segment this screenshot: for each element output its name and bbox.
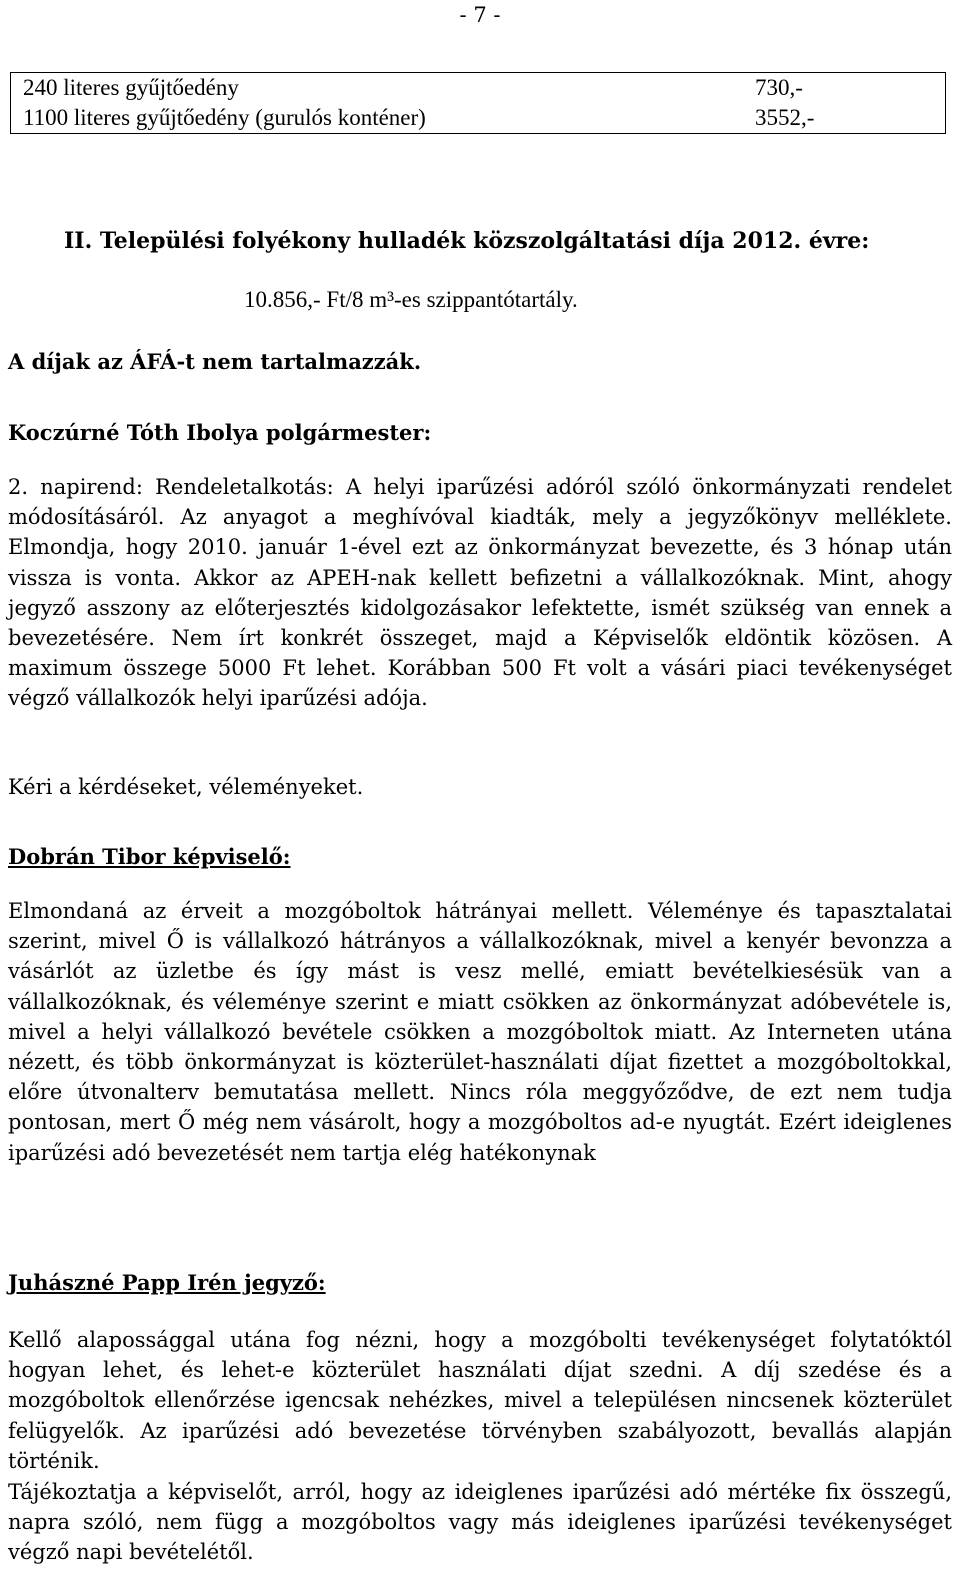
paragraph-notary-2: Tájékoztatja a képviselőt, arról, hogy az ideiglenes iparűzési adó mértéke fix összegű, napra szóló, nem függ a mozgóboltos vagy más ideiglenes iparűzési tevékenységet végző napi bevételétől. (8, 1480, 952, 1565)
table-row (11, 73, 946, 104)
fee-price: 730,- (755, 75, 803, 100)
fee-label: 1100 literes gyűjtőedény (gurulós konténer) (23, 105, 426, 131)
speaker-notary: Juhászné Papp Irén jegyző: (8, 1270, 326, 1295)
section-ii-title: II. Települési folyékony hulladék közszolgáltatási díja 2012. évre: (64, 228, 870, 254)
fee-label: 240 literes gyűjtőedény (23, 75, 239, 100)
paragraph-request: Kéri a kérdéseket, véleményeket. (8, 775, 364, 799)
fee-price: 3552,- (755, 105, 815, 131)
speaker-mayor: Koczúrné Tóth Ibolya polgármester: (8, 420, 432, 445)
fee-table (10, 72, 946, 134)
table-row (11, 103, 946, 134)
speaker-representative: Dobrán Tibor képviselő: (8, 844, 291, 869)
paragraph-notary-1: Kellő alapossággal utána fog nézni, hogy a mozgóbolti tevékenységet folytatóktól hogyan lehet, és lehet-e közterület használati díjat szedni. A díj szedése és a mozgóboltok ellenőrzése igencsak nehézkes, mivel a településen nincsenek közterület felügyelők. Az iparűzési adó bevezetése törvényben szabályozott, bevallás alapján történik. (8, 1328, 952, 1473)
liquid-fee: 10.856,- Ft/8 m³-es szippantótartály. (244, 287, 578, 312)
paragraph-agenda: 2. napirend: Rendeletalkotás: A helyi iparűzési adóról szóló önkormányzati rendelet módosításáról. Az anyagot a meghívóval kiadták, mely a jegyzőkönyv melléklete. Elmondja, hogy 2010. január 1-ével ezt az önkormányzat bevezette, és 3 hónap után vissza is vonta. Akkor az APEH-nak kellett befizetni a vállalkozóknak. Mint, ahogy jegyző asszony az előterjesztés kidolgozásakor lefektette, ismét szükség van ennek a bevezetésére. Nem írt konkrét összeget, majd a Képviselők eldöntik közösen. A maximum összege 5000 Ft lehet. Korábban 500 Ft volt a vásári piaci tevékenységet végző vállalkozók helyi iparűzési adója. (8, 475, 952, 711)
paragraph-representative: Elmondaná az érveit a mozgóboltok hátrányai mellett. Véleménye és tapasztalatai szerint, mivel Ő is vállalkozó hátrányos a vállalkozóknak, mivel a kenyér bevonzza a vásárlót az üzletbe és így mást is vesz mellé, emiatt bevételkiesésük van a vállalkozóknak, és véleménye szerint e miatt csökken az önkormányzat adóbevétele is, mivel a helyi vállalkozó bevétele csökken a mozgóboltok miatt. Az Interneten utána nézett, és több önkormányzat is közterület-használati díjat fizettet a mozgóboltokkal, előre útvonalterv bemutatása mellett. Nincs róla meggyőződve, de ezt nem tudja pontosan, mert Ő még nem vásárolt, hogy a mozgóboltos ad-e nyugtát. Ezért ideiglenes iparűzési adó bevezetését nem tartja elég hatékonynak (8, 899, 952, 1165)
page-number: - 7 - (459, 3, 501, 27)
vat-note: A díjak az ÁFÁ-t nem tartalmazzák. (8, 349, 422, 374)
